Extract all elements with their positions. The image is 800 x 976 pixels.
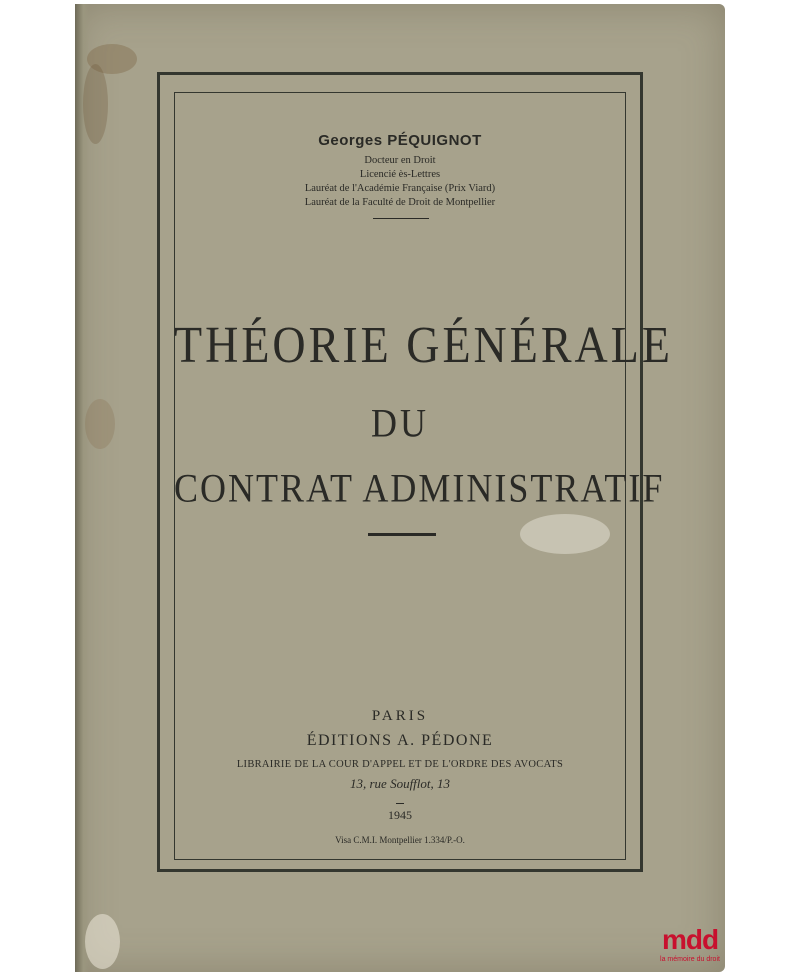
mdd-logo — [652, 925, 728, 973]
publisher-name: ÉDITIONS A. PÉDONE — [306, 732, 494, 749]
logo-tagline: la mémoire du droit — [660, 956, 720, 963]
author-credentials — [174, 154, 626, 210]
credential-line: Lauréat de l'Académie Française (Prix Viard) — [304, 183, 496, 194]
stain — [85, 914, 120, 969]
title-line-3: CONTRAT ADMINISTRATIF — [174, 465, 665, 511]
visa-line: Visa C.M.I. Montpellier 1.334/P.-O. — [335, 835, 465, 845]
title-divider — [368, 533, 436, 536]
title-line-2: DU — [371, 400, 429, 446]
credential-line: Docteur en Droit — [364, 155, 436, 166]
stain — [83, 64, 108, 144]
publisher-library: LIBRAIRIE DE LA COUR D'APPEL ET DE L'ORDRE DES AVOCATS — [236, 759, 564, 770]
year-dash — [396, 803, 404, 804]
stain — [85, 399, 115, 449]
author-divider — [373, 218, 429, 219]
title-line-1: THÉORIE GÉNÉRALE — [174, 315, 673, 374]
credential-line: Lauréat de la Faculté de Droit de Montpellier — [304, 197, 496, 208]
publisher-city: PARIS — [371, 708, 429, 724]
credential-line: Licencié ès-Lettres — [359, 169, 441, 180]
logo-text: mdd — [661, 924, 719, 955]
author-name: Georges PÉQUIGNOT — [318, 132, 482, 149]
spine-wear — [75, 4, 89, 972]
publication-year: 1945 — [388, 808, 412, 822]
publisher-address: 13, rue Soufflot, 13 — [349, 776, 451, 791]
